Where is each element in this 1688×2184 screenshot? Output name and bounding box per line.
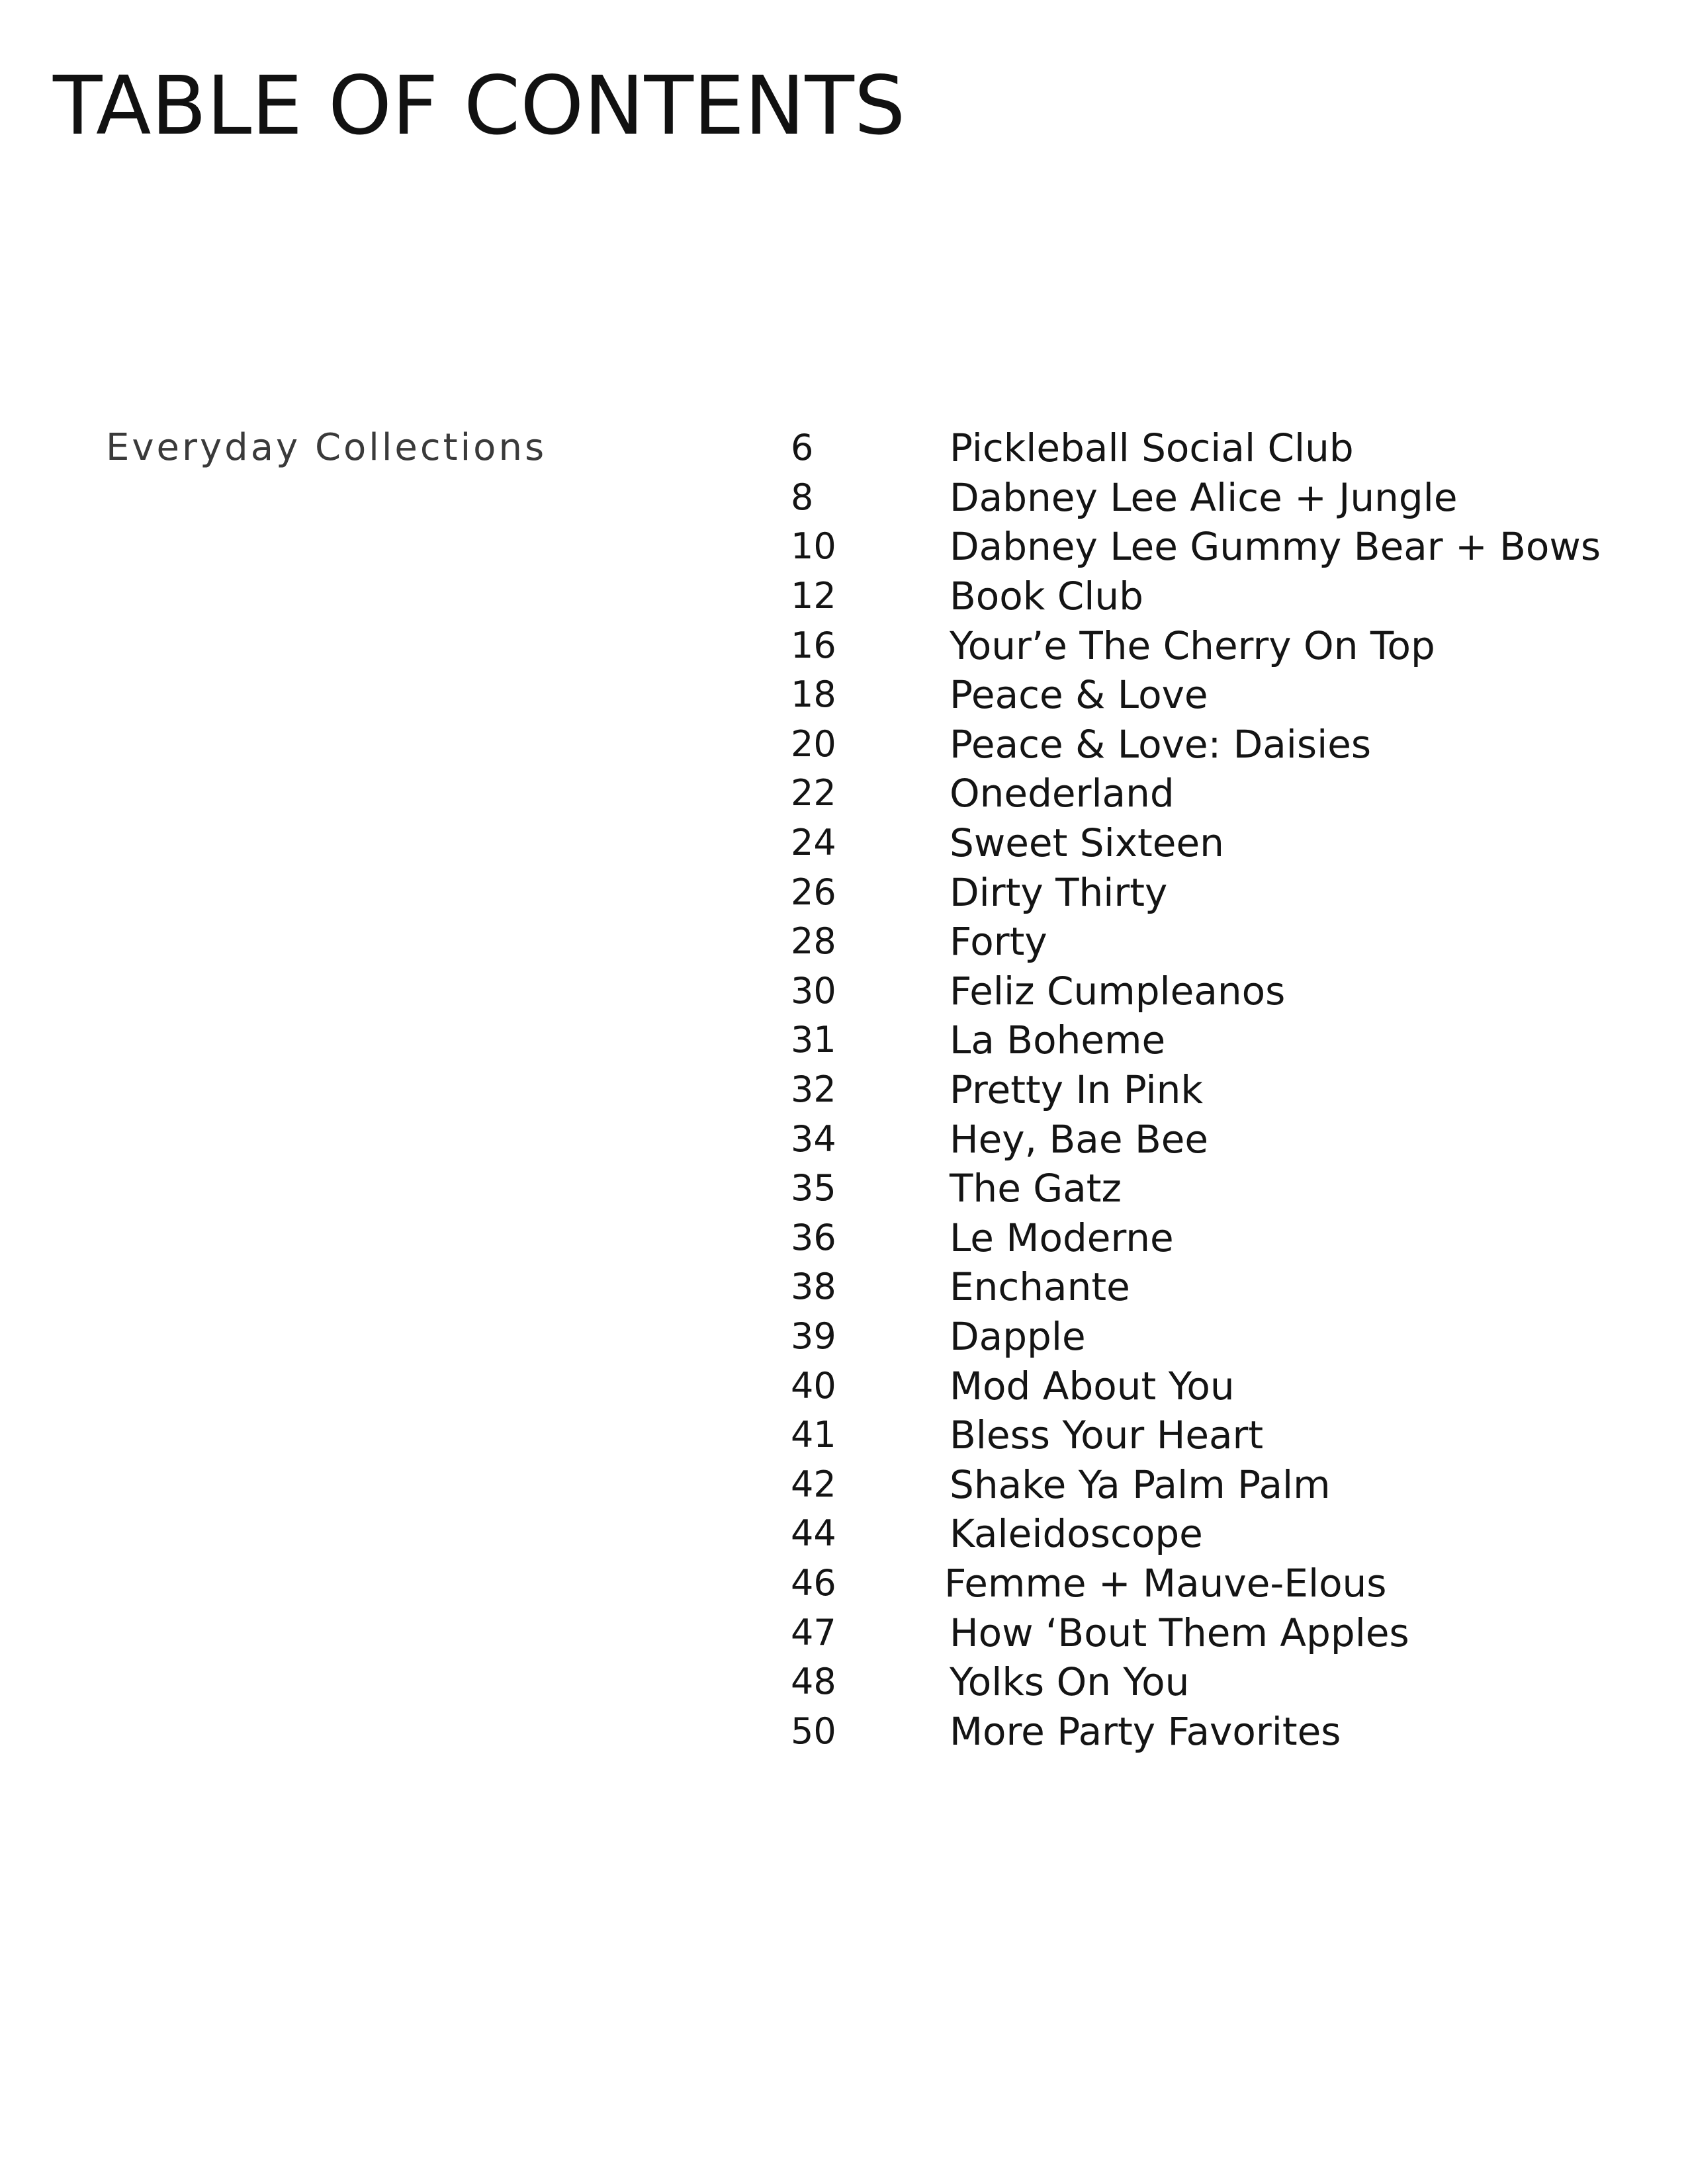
toc-page-number: 16 [791, 624, 836, 666]
toc-entry-title: Mod About You [950, 1363, 1235, 1409]
toc-entry[interactable] [791, 1016, 1651, 1065]
toc-entry-title: Femme + Mauve-Elous [944, 1560, 1387, 1606]
toc-entry[interactable] [791, 1608, 1651, 1657]
section-label: Everyday Collections [106, 426, 547, 469]
toc-entry[interactable] [791, 522, 1651, 572]
page-title: TABLE OF CONTENTS [53, 59, 906, 153]
toc-page-number: 38 [791, 1266, 836, 1308]
toc-entry-title: Sweet Sixteen [950, 820, 1224, 866]
toc-entry-title: Onederland [950, 771, 1175, 816]
toc-entry-title: Pickleball Social Club [950, 425, 1354, 471]
toc-entry[interactable] [791, 1213, 1651, 1263]
toc-page-number: 41 [791, 1414, 836, 1456]
toc-page-number: 40 [791, 1364, 836, 1407]
toc-entry[interactable] [791, 1065, 1651, 1115]
toc-page-number: 30 [791, 969, 836, 1012]
toc-page-number: 44 [791, 1512, 836, 1555]
toc-entry[interactable] [791, 670, 1651, 720]
toc-entry-title: Pretty In Pink [950, 1067, 1203, 1113]
toc-page-number: 28 [791, 920, 836, 963]
toc-page-number: 24 [791, 822, 836, 864]
toc-entry[interactable] [791, 1706, 1651, 1756]
toc-entry-title: Bless Your Heart [950, 1413, 1264, 1458]
toc-entry-title: Le Moderne [950, 1215, 1174, 1260]
toc-entry[interactable] [791, 1559, 1651, 1608]
toc-page-number: 50 [791, 1710, 836, 1752]
toc-entry-title: Dabney Lee Alice + Jungle [950, 474, 1458, 520]
toc-entry-title: Dabney Lee Gummy Bear + Bows [950, 524, 1601, 570]
toc-page-number: 26 [791, 871, 836, 913]
toc-page-number: 48 [791, 1661, 836, 1703]
toc-entry-title: Shake Ya Palm Palm [950, 1462, 1331, 1507]
toc-page-number: 20 [791, 722, 836, 765]
toc-page-number: 31 [791, 1019, 836, 1061]
toc-entry-title: How ‘Bout Them Apples [950, 1610, 1409, 1655]
toc-entry[interactable] [791, 1114, 1651, 1164]
toc-entry-title: Dirty Thirty [950, 869, 1168, 915]
toc-entry-title: The Gatz [950, 1166, 1122, 1211]
toc-entry[interactable] [791, 423, 1651, 473]
toc-page-number: 36 [791, 1216, 836, 1258]
toc-entry[interactable] [791, 1657, 1651, 1707]
toc-page-number: 8 [791, 476, 814, 518]
toc-entry[interactable] [791, 1312, 1651, 1362]
toc-page-number: 42 [791, 1463, 836, 1505]
toc-page-number: 6 [791, 427, 814, 469]
toc-entry[interactable] [791, 1411, 1651, 1460]
toc-entry[interactable] [791, 867, 1651, 917]
toc-page-number: 12 [791, 575, 836, 617]
toc-entry[interactable] [791, 720, 1651, 769]
toc-entry[interactable] [791, 473, 1651, 523]
toc-page-number: 35 [791, 1167, 836, 1209]
toc-entry-title: Feliz Cumpleanos [950, 968, 1286, 1014]
toc-entry[interactable] [791, 621, 1651, 670]
toc-entry-title: Enchante [950, 1264, 1130, 1310]
toc-entry-title: Peace & Love [950, 672, 1208, 718]
toc-entry[interactable] [791, 1509, 1651, 1559]
toc-entry[interactable] [791, 818, 1651, 868]
toc-entry[interactable] [791, 967, 1651, 1016]
toc-entry-title: La Boheme [950, 1018, 1166, 1063]
toc-entry-title: Kaleidoscope [950, 1511, 1203, 1557]
toc-page-number: 18 [791, 674, 836, 716]
toc-entry-title: More Party Favorites [950, 1708, 1341, 1754]
toc-entry[interactable] [791, 572, 1651, 621]
toc-entry-title: Book Club [950, 574, 1143, 619]
toc-entry[interactable] [791, 1164, 1651, 1213]
toc-page-number: 46 [791, 1561, 836, 1604]
toc-page-number: 22 [791, 772, 836, 814]
toc-entry-title: Hey, Bae Bee [950, 1116, 1209, 1162]
toc-entry-title: Your’e The Cherry On Top [950, 623, 1435, 668]
toc-page-number: 47 [791, 1611, 836, 1653]
toc-entry[interactable] [791, 1361, 1651, 1411]
toc-page-number: 34 [791, 1117, 836, 1160]
toc-page-number: 39 [791, 1315, 836, 1357]
toc-list [791, 423, 1651, 1756]
toc-page-number: 10 [791, 525, 836, 568]
toc-entry-title: Peace & Love: Daisies [950, 721, 1372, 767]
toc-entry-title: Yolks On You [950, 1659, 1190, 1705]
toc-entry[interactable] [791, 769, 1651, 818]
toc-page-number: 32 [791, 1069, 836, 1111]
toc-entry[interactable] [791, 1262, 1651, 1312]
toc-entry-title: Dapple [950, 1313, 1086, 1359]
toc-entry-title: Forty [950, 919, 1047, 965]
toc-entry[interactable] [791, 1460, 1651, 1509]
toc-entry[interactable] [791, 917, 1651, 967]
